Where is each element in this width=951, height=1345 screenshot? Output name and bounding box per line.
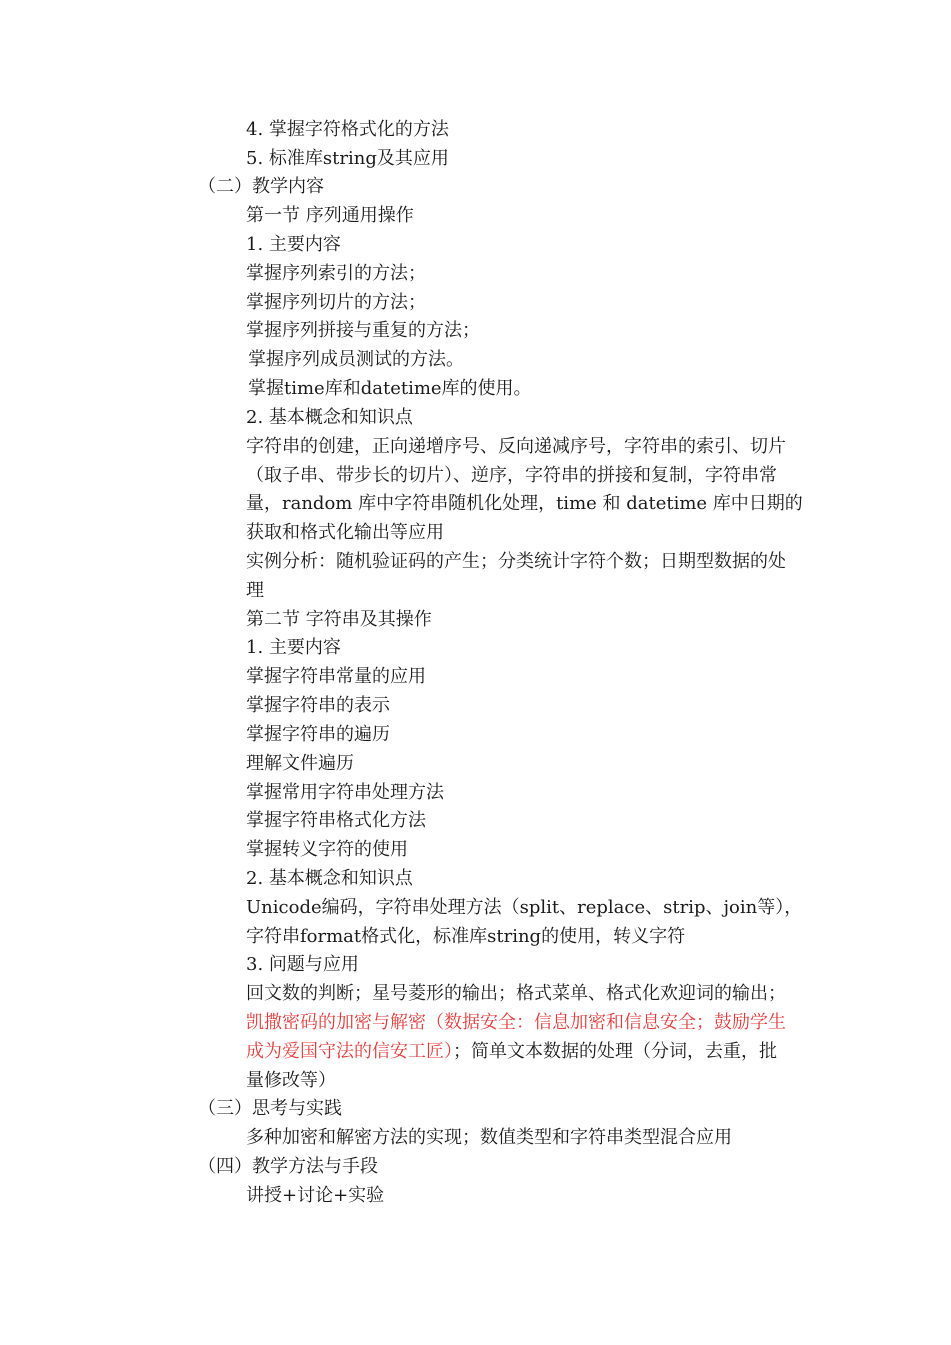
part1-concepts-line: （取子串、带步长的切片）、逆序，字符串的拼接和复制，字符串常 bbox=[246, 465, 777, 486]
part2-main-item: 理解文件遍历 bbox=[246, 753, 354, 774]
part2-problems-label: 3. 问题与应用 bbox=[246, 954, 359, 975]
part1-concepts-label: 2. 基本概念和知识点 bbox=[246, 407, 413, 428]
part1-concepts-line: 量，random 库中字符串随机化处理，time 和 datetime 库中日期的 bbox=[246, 493, 803, 514]
part1-example-line: 实例分析：随机验证码的产生；分类统计字符个数；日期型数据的处 bbox=[246, 551, 786, 572]
part1-title: 第一节 序列通用操作 bbox=[246, 205, 414, 226]
part1-main-item: 掌握序列成员测试的方法。 bbox=[248, 349, 464, 370]
part2-concepts-label: 2. 基本概念和知识点 bbox=[246, 868, 413, 889]
part2-problems-line: 量修改等） bbox=[246, 1070, 336, 1091]
part2-problems-line: 回文数的判断；星号菱形的输出；格式菜单、格式化欢迎词的输出； bbox=[246, 983, 786, 1004]
part2-main-item: 掌握字符串的表示 bbox=[246, 695, 390, 716]
section-heading-teaching-content: （二）教学内容 bbox=[198, 176, 324, 197]
part2-concepts-line: 字符串format格式化，标准库string的使用，转义字符 bbox=[246, 926, 686, 947]
part1-main-label: 1. 主要内容 bbox=[246, 234, 341, 255]
methods-text: 讲授+讨论+实验 bbox=[246, 1185, 385, 1206]
problems-text: ；简单文本数据的处理（分词，去重，批 bbox=[453, 1041, 777, 1062]
part2-main-item: 掌握字符串常量的应用 bbox=[246, 666, 426, 687]
ideology-highlight-text: 成为爱国守法的信安工匠） bbox=[246, 1041, 453, 1062]
part2-title: 第二节 字符串及其操作 bbox=[246, 609, 432, 630]
part2-main-label: 1. 主要内容 bbox=[246, 637, 341, 658]
part2-problems-line-mixed bbox=[246, 1042, 777, 1064]
part1-main-item: 掌握序列切片的方法； bbox=[246, 292, 426, 313]
section-heading-practice: （三）思考与实践 bbox=[198, 1098, 342, 1119]
part1-main-item: 掌握序列索引的方法； bbox=[246, 263, 426, 284]
part1-example-line: 理 bbox=[246, 580, 264, 601]
ideology-highlight-line: 凯撒密码的加密与解密（数据安全：信息加密和信息安全；鼓励学生 bbox=[246, 1012, 786, 1033]
part2-concepts-line: Unicode编码，字符串处理方法（split、replace、strip、join等）， bbox=[246, 897, 803, 918]
part1-concepts-line: 获取和格式化输出等应用 bbox=[246, 522, 444, 543]
part1-main-item: 掌握序列拼接与重复的方法； bbox=[246, 320, 480, 341]
objective-item-5: 5. 标准库string及其应用 bbox=[246, 148, 449, 169]
part2-main-item: 掌握常用字符串处理方法 bbox=[246, 782, 444, 803]
part1-main-item: 掌握time库和datetime库的使用。 bbox=[248, 378, 532, 399]
part2-main-item: 掌握转义字符的使用 bbox=[246, 839, 408, 860]
objective-item-4: 4. 掌握字符格式化的方法 bbox=[246, 119, 449, 140]
part2-main-item: 掌握字符串的遍历 bbox=[246, 724, 390, 745]
practice-text: 多种加密和解密方法的实现；数值类型和字符串类型混合应用 bbox=[246, 1127, 732, 1148]
part2-main-item: 掌握字符串格式化方法 bbox=[246, 810, 426, 831]
section-heading-methods: （四）教学方法与手段 bbox=[198, 1156, 378, 1177]
part1-concepts-line: 字符串的创建，正向递增序号、反向递减序号，字符串的索引、切片 bbox=[246, 436, 786, 457]
